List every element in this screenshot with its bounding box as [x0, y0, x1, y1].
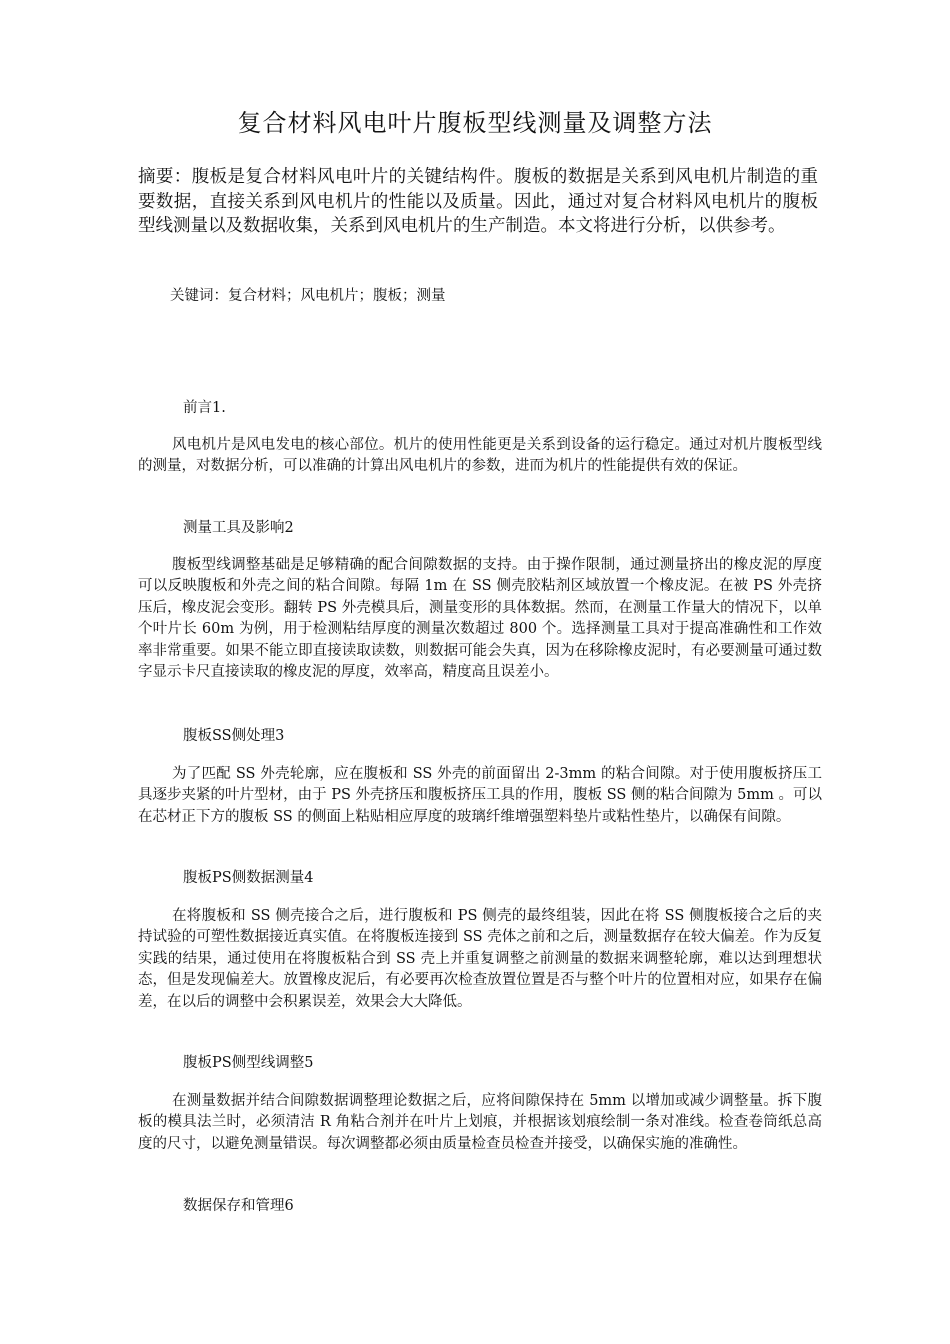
- section-body-ss-side: 为了匹配 SS 外壳轮廓，应在腹板和 SS 外壳的前面留出 2-3mm 的粘合间隙。对于使用腹板挤压工具逐步夹紧的叶片型材，由于 PS 外壳挤压和腹板挤压工具的作用，腹板 SS 侧的粘合间隙为 5mm 。可以在芯材正下方的腹板 SS 的侧面上粘贴相应厚度的玻璃纤维增强塑料垫片或粘性垫片，以确保有间隙。: [138, 766, 822, 825]
- keywords-line: 关键词：复合材料；风电机片；腹板；测量: [170, 288, 446, 304]
- document-title: 复合材料风电叶片腹板型线测量及调整方法: [237, 109, 713, 137]
- section-heading-measurement-tools: 测量工具及影响2: [183, 520, 294, 536]
- abstract-paragraph: 摘要：腹板是复合材料风电叶片的关键结构件。腹板的数据是关系到风电机片制造的重要数据，直接关系到风电机片的性能以及质量。因此，通过对复合材料风电机片的腹板型线测量以及数据收集，关系到风电机片的生产制造。本文将进行分析，以供参考。: [138, 167, 818, 236]
- section-heading-ss-side: 腹板SS侧处理3: [183, 728, 285, 744]
- section-body-preface: 风电机片是风电发电的核心部位。机片的使用性能更是关系到设备的运行稳定。通过对机片腹板型线的测量，对数据分析，可以准确的计算出风电机片的参数，进而为机片的性能提供有效的保证。: [138, 437, 822, 475]
- section-heading-data-management: 数据保存和管理6: [183, 1198, 294, 1214]
- section-body-ps-adjustment: 在测量数据并结合间隙数据调整理论数据之后，应将间隙保持在 5mm 以增加或减少调整量。拆下腹板的模具法兰时，必须清洁 R 角粘合剂并在叶片上划痕，并根据该划痕绘制一条对准线。检查卷筒纸总高度的尺寸，以避免测量错误。每次调整都必须由质量检查员检查并接受，以确保实施的准确性。: [138, 1093, 822, 1152]
- section-heading-ps-adjustment: 腹板PS侧型线调整5: [183, 1055, 314, 1071]
- section-heading-preface: 前言1.: [183, 400, 226, 416]
- section-heading-ps-measurement: 腹板PS侧数据测量4: [183, 870, 314, 886]
- section-body-measurement-tools: 腹板型线调整基础是足够精确的配合间隙数据的支持。由于操作限制，通过测量挤出的橡皮泥的厚度可以反映腹板和外壳之间的粘合间隙。每隔 1m 在 SS 侧壳胶粘剂区域放置一个橡皮泥。在被 PS 外壳挤压后，橡皮泥会变形。翻转 PS 外壳模具后，测量变形的具体数据。然而，在测量工作量大的情况下，以单个叶片长 60m 为例，用于检测粘结厚度的测量次数超过 800 个。选择测量工具对于提高准确性和工作效率非常重要。如果不能立即直接读取读数，则数据可能会失真，因为在移除橡皮泥时，有必要测量可通过数字显示卡尺直接读取的橡皮泥的厚度，效率高，精度高且误差小。: [138, 557, 822, 681]
- section-body-ps-measurement: 在将腹板和 SS 侧壳接合之后，进行腹板和 PS 侧壳的最终组装，因此在将 SS 侧腹板接合之后的夹持试验的可塑性数据接近真实值。在将腹板连接到 SS 壳体之前和之后，测量数据存在较大偏差。作为反复实践的结果，通过使用在将腹板粘合到 SS 壳上并重复调整之前测量的数据来调整轮廓，难以达到理想状态，但是发现偏差大。放置橡皮泥后，有必要再次检查放置位置是否与整个叶片的位置相对应，如果存在偏差，在以后的调整中会积累误差，效果会大大降低。: [138, 908, 822, 1010]
